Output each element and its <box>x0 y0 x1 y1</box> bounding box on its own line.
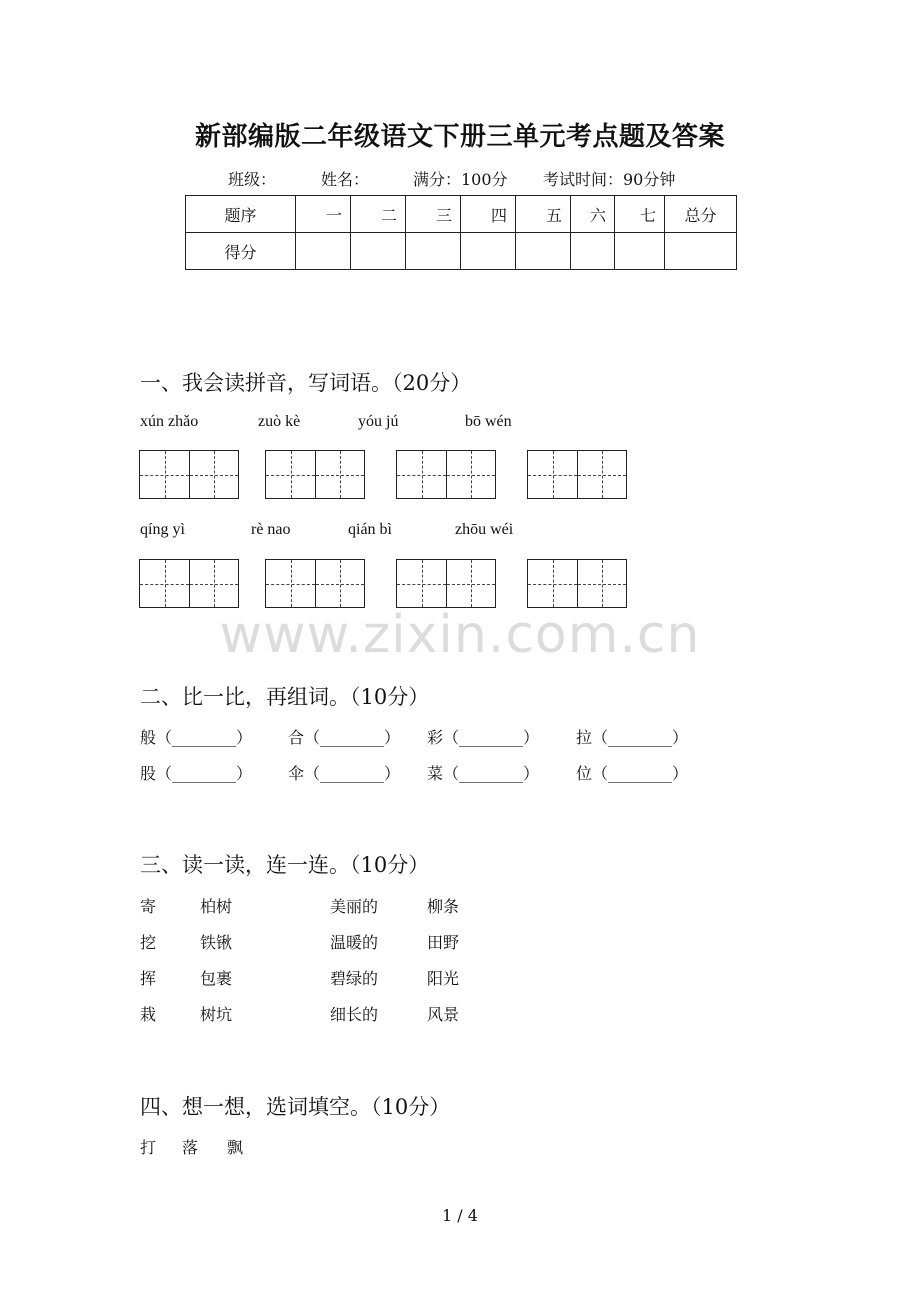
score-input-2[interactable] <box>351 233 406 270</box>
section-1-title: 一、我会读拼音，写词语。（20分） <box>140 371 472 395</box>
compare-item-4: 拉（________） <box>576 728 689 747</box>
object-word: 阳光 <box>427 969 460 988</box>
score-cell-7: 七 <box>615 196 665 233</box>
writing-grid-3[interactable] <box>396 450 496 499</box>
noun-word: 柏树 <box>200 897 233 916</box>
score-input-1[interactable] <box>296 233 351 270</box>
grid-cell[interactable] <box>397 451 446 498</box>
score-cell-question-order: 题序 <box>186 196 296 233</box>
score-input-3[interactable] <box>406 233 461 270</box>
object-word: 风景 <box>427 1005 460 1024</box>
grid-cell[interactable] <box>446 560 495 607</box>
compare-item-8: 位（________） <box>576 764 689 783</box>
full-score: 满分：100分 <box>413 170 508 189</box>
writing-grid-5[interactable] <box>139 559 239 608</box>
grid-cell[interactable] <box>528 560 577 607</box>
verb-word: 挖 <box>140 933 157 952</box>
page-number: 1 / 4 <box>442 1206 478 1225</box>
compare-item-5: 股（________） <box>140 764 253 783</box>
compare-item-1: 般（________） <box>140 728 253 747</box>
adjective-word: 温暖的 <box>330 933 379 952</box>
pinyin-1: xún zhǎo <box>140 413 199 430</box>
score-cell-4: 四 <box>461 196 516 233</box>
verb-word: 挥 <box>140 969 157 988</box>
grid-cell[interactable] <box>266 451 315 498</box>
section-2-title: 二、比一比，再组词。（10分） <box>140 685 430 709</box>
grid-cell[interactable] <box>189 560 238 607</box>
score-cell-2: 二 <box>351 196 406 233</box>
compare-item-2: 合（________） <box>288 728 401 747</box>
object-word: 田野 <box>427 933 460 952</box>
score-row-label: 得分 <box>186 233 296 270</box>
grid-cell[interactable] <box>315 451 364 498</box>
score-cell-1: 一 <box>296 196 351 233</box>
adjective-word: 细长的 <box>330 1005 379 1024</box>
section-4-title: 四、想一想，选词填空。（10分） <box>140 1095 451 1119</box>
pinyin-7: qián bì <box>348 521 392 538</box>
adjective-word: 美丽的 <box>330 897 379 916</box>
section-3-title: 三、读一读，连一连。（10分） <box>140 853 430 877</box>
grid-cell[interactable] <box>140 451 189 498</box>
noun-word: 树坑 <box>200 1005 233 1024</box>
word-option-3: 飘 <box>227 1138 244 1157</box>
name-label: 姓名： <box>321 170 370 189</box>
score-cell-total: 总分 <box>665 196 737 233</box>
score-cell-6: 六 <box>571 196 615 233</box>
grid-cell[interactable] <box>266 560 315 607</box>
class-label: 班级： <box>228 170 277 189</box>
noun-word: 包裹 <box>200 969 233 988</box>
grid-cell[interactable] <box>397 560 446 607</box>
score-cell-5: 五 <box>516 196 571 233</box>
score-input-4[interactable] <box>461 233 516 270</box>
word-option-1: 打 <box>140 1138 157 1157</box>
grid-cell[interactable] <box>189 451 238 498</box>
pinyin-6: rè nao <box>251 521 291 538</box>
compare-item-3: 彩（________） <box>427 728 540 747</box>
score-cell-3: 三 <box>406 196 461 233</box>
verb-word: 寄 <box>140 897 157 916</box>
compare-item-6: 伞（________） <box>288 764 401 783</box>
watermark: www.zixin.com.cn <box>219 605 701 665</box>
grid-cell[interactable] <box>528 451 577 498</box>
page-title: 新部编版二年级语文下册三单元考点题及答案 <box>194 122 725 152</box>
grid-cell[interactable] <box>315 560 364 607</box>
score-input-6[interactable] <box>571 233 615 270</box>
grid-cell[interactable] <box>140 560 189 607</box>
writing-grid-1[interactable] <box>139 450 239 499</box>
score-input-5[interactable] <box>516 233 571 270</box>
noun-word: 铁锹 <box>200 933 233 952</box>
score-input-7[interactable] <box>615 233 665 270</box>
pinyin-8: zhōu wéi <box>455 521 514 538</box>
compare-item-7: 菜（________） <box>427 764 540 783</box>
verb-word: 栽 <box>140 1005 157 1024</box>
exam-time: 考试时间：90分钟 <box>543 170 676 189</box>
grid-cell[interactable] <box>577 451 626 498</box>
adjective-word: 碧绿的 <box>330 969 379 988</box>
pinyin-5: qíng yì <box>140 521 185 538</box>
pinyin-3: yóu jú <box>358 413 399 430</box>
word-option-2: 落 <box>182 1138 199 1157</box>
pinyin-4: bō wén <box>465 413 512 430</box>
pinyin-2: zuò kè <box>258 413 301 430</box>
writing-grid-4[interactable] <box>527 450 627 499</box>
writing-grid-7[interactable] <box>396 559 496 608</box>
writing-grid-2[interactable] <box>265 450 365 499</box>
score-table-score-row <box>186 233 737 270</box>
writing-grid-8[interactable] <box>527 559 627 608</box>
score-input-total[interactable] <box>665 233 737 270</box>
writing-grid-6[interactable] <box>265 559 365 608</box>
score-table <box>185 195 737 270</box>
score-table-header-row <box>186 196 737 233</box>
grid-cell[interactable] <box>446 451 495 498</box>
object-word: 柳条 <box>427 897 460 916</box>
grid-cell[interactable] <box>577 560 626 607</box>
